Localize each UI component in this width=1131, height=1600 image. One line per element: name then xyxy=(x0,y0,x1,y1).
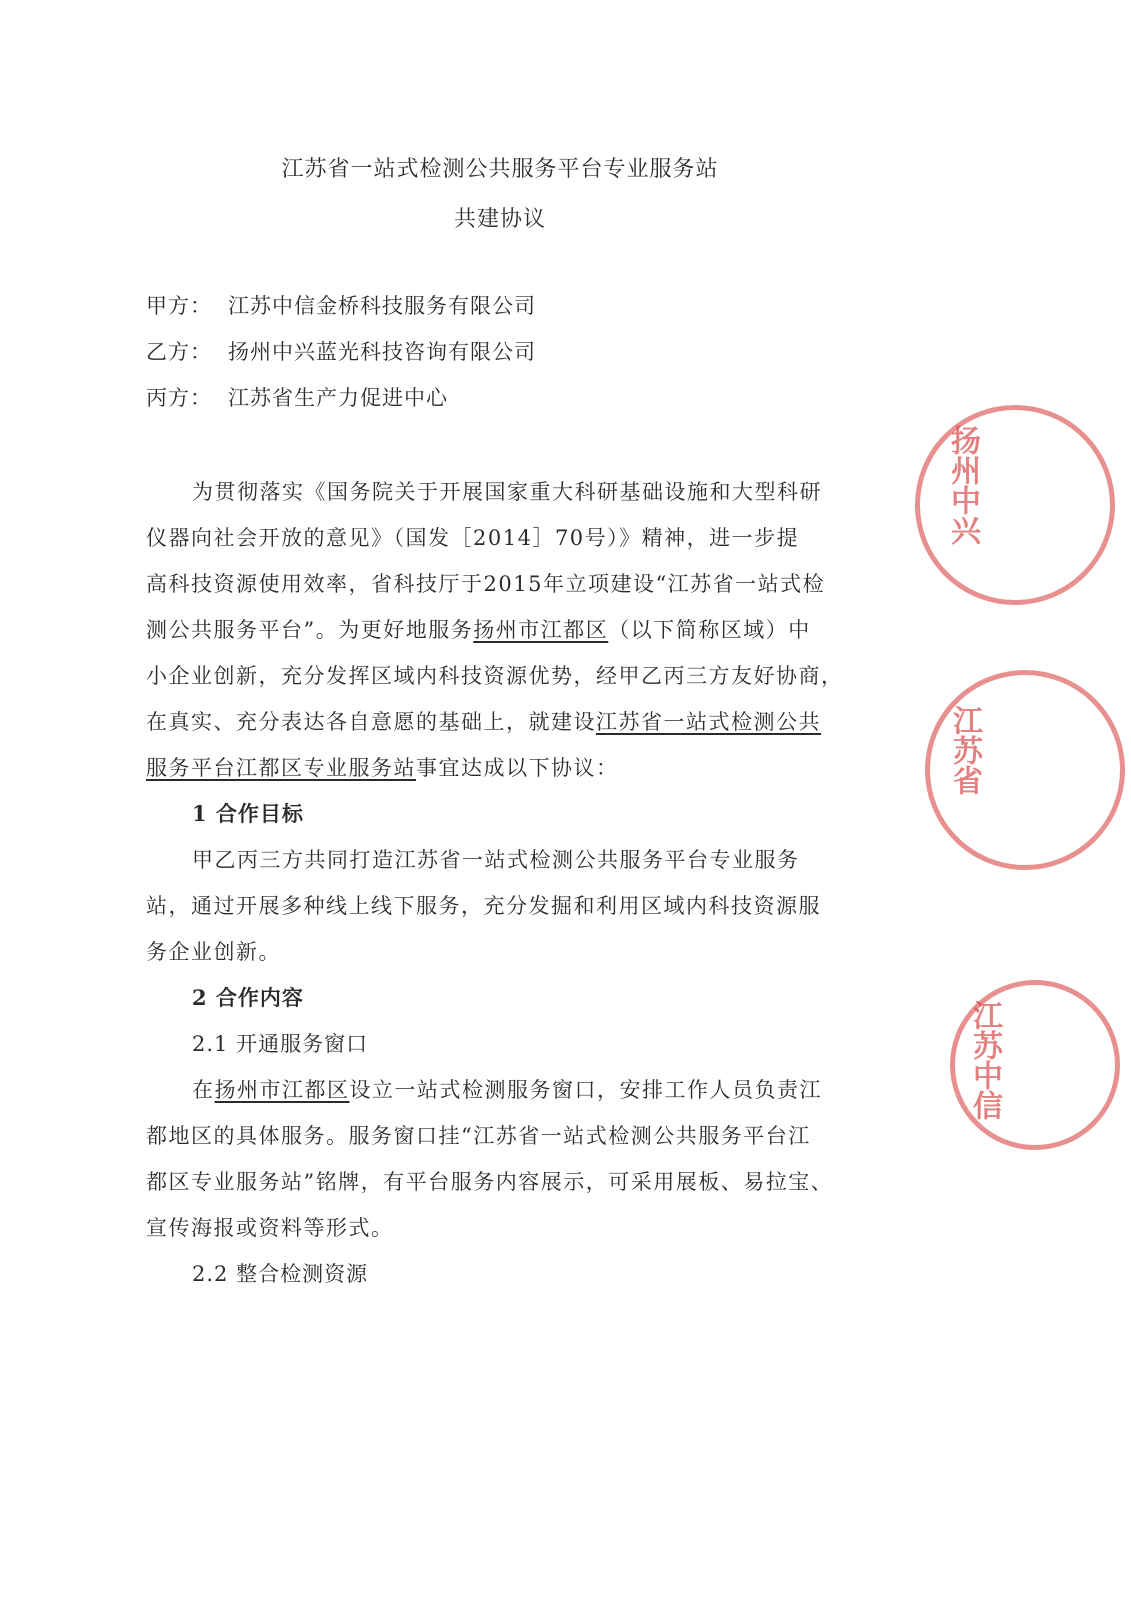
seal-stamp-2-text: 江苏省 xyxy=(947,705,982,795)
intro-line-1: 为贯彻落实《国务院关于开展国家重大科研基础设施和大型科研 xyxy=(192,480,822,504)
party-b-label: 乙方： xyxy=(146,340,212,364)
section-2-1-line-4: 宣传海报或资料等形式。 xyxy=(146,1216,394,1240)
seal-stamp-3 xyxy=(900,975,1002,1145)
seal-stamp-1-text: 扬州中兴 xyxy=(945,425,980,545)
party-b-name: 扬州中兴蓝光科技咨询有限公司 xyxy=(228,340,536,364)
seal-stamp-2 xyxy=(900,665,995,875)
intro-line-7-underlined: 服务平台江都区专业服务站 xyxy=(146,756,416,780)
seal-stamp-3-text: 江苏中信 xyxy=(967,1000,1002,1120)
intro-line-7-b: 事宜达成以下协议： xyxy=(416,756,619,780)
section-1-heading: 1 合作目标 xyxy=(192,801,304,826)
intro-line-5: 小企业创新，充分发挥区域内科技资源优势，经甲乙丙三方友好协商， xyxy=(146,664,844,688)
intro-line-2: 仪器向社会开放的意见》（国发［2014］70号）》精神，进一步提 xyxy=(146,526,800,550)
party-c-label: 丙方： xyxy=(146,386,212,410)
intro-line-4-underlined: 扬州市江都区 xyxy=(473,618,609,642)
section-2-1-line-1-underlined: 扬州市江都区 xyxy=(214,1078,350,1102)
section-2-heading: 2 合作内容 xyxy=(192,985,304,1010)
party-a-name: 江苏中信金桥科技服务有限公司 xyxy=(228,294,536,318)
section-1-line-1: 甲乙丙三方共同打造江苏省一站式检测公共服务平台专业服务 xyxy=(192,848,800,872)
doc-title-line2: 共建协议 xyxy=(453,207,546,232)
party-c xyxy=(146,382,448,412)
section-1-line-3: 务企业创新。 xyxy=(146,940,281,964)
seal-stamp-1 xyxy=(900,400,995,610)
section-2-1-line-3: 都区专业服务站”铭牌，有平台服务内容展示，可采用展板、易拉宝、 xyxy=(146,1170,834,1194)
party-c-name: 江苏省生产力促进中心 xyxy=(228,386,448,410)
intro-line-3: 高科技资源使用效率，省科技厅于2015年立项建设“江苏省一站式检 xyxy=(146,572,826,596)
intro-line-6 xyxy=(146,706,821,736)
section-2-1-line-2: 都地区的具体服务。服务窗口挂“江苏省一站式检测公共服务平台江 xyxy=(146,1124,811,1148)
intro-line-6-underlined: 江苏省一站式检测公共 xyxy=(596,710,821,734)
intro-line-4-a: 测公共服务平台”。为更好地服务 xyxy=(146,618,474,642)
intro-line-7 xyxy=(146,752,619,782)
party-a-label: 甲方： xyxy=(146,294,212,318)
intro-line-6-a: 在真实、充分表达各自意愿的基础上，就建设 xyxy=(146,710,596,734)
party-a xyxy=(146,290,536,320)
section-2-1-line-1 xyxy=(192,1074,822,1104)
section-2-1-heading: 2.1 开通服务窗口 xyxy=(192,1032,369,1056)
doc-title-line1: 江苏省一站式检测公共服务平台专业服务站 xyxy=(281,157,719,182)
section-2-1-line-1-a: 在 xyxy=(192,1078,215,1102)
section-2-2-heading: 2.2 整合检测资源 xyxy=(192,1262,369,1286)
party-b xyxy=(146,336,536,366)
section-1-line-2: 站，通过开展多种线上线下服务，充分发掘和利用区域内科技资源服 xyxy=(146,894,821,918)
intro-line-4 xyxy=(146,614,811,644)
section-2-1-line-1-b: 设立一站式检测服务窗口，安排工作人员负责江 xyxy=(349,1078,822,1102)
intro-line-4-b: （以下简称区域）中 xyxy=(608,618,811,642)
